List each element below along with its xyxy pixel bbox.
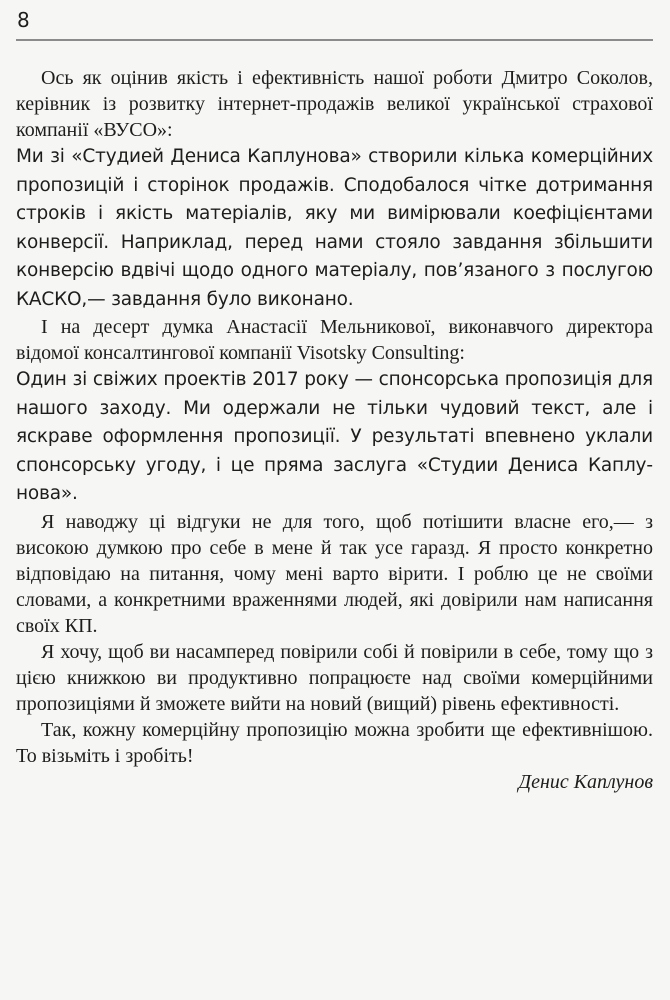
paragraph-author-credibility: Я наводжу ці відгуки не для того, щоб потішити власне его,— з високою думкою про себе в мене й так усе гаразд. Я просто конкретно відповідаю на питання, чому мені варто вірити. І роблю це не своїми словами, а конкретними враженнями людей, які довірили нам написання своїх КП. [16,510,653,637]
page-header [16,6,653,41]
paragraph-intro-melnikova: І на десерт думка Анастасії Мельникової, виконавчого директора відомої консалтингової компанії Visotsky Consulting: [16,316,653,364]
paragraph-intro-sokolov: Ось як оцінив якість і ефективність нашої роботи Дмитро Соколов, керівник із розвитку інтернет-продажів великої української страхової компанії «ВУСО»: [16,67,653,141]
author-signature: Денис Каплунов [518,770,653,793]
testimonial-visotsky: Один зі свіжих проектів 2017 року — спонсорська пропозиція для нашого заходу. Ми одержали не тільки чудовий текст, але і яскраве оформлення пропозиції. У результаті впевнено уклали спонсорську угоду, і це пряма заслуга «Студии Дениса Каплунова». [16,369,653,504]
paragraph-author-closing: Так, кожну комерційну пропозицію можна зробити ще ефективнішою. То візьміть і зробіть! [16,718,653,767]
paragraph-author-appeal: Я хочу, щоб ви насамперед повірили собі й повірили в себе, тому що з цією книжкою ви продуктивно попрацюєте над своїми комерційними пропозиціями й зможете вийти на новий (вищий) рівень ефективності. [16,640,653,715]
page-content [16,41,653,795]
testimonial-vuso: Ми зі «Студией Дениса Каплунова» створили кілька комерційних пропозицій і сторінок продажів. Сподобалося чітке дотримання строків і якість матеріалів, яку ми вимірювали коефіцієнтами конверсії. Наприклад, перед нами стояло завдання збільшити конверсію вдвічі щодо одного матеріалу, пов’язаного з послугою КАСКО,— завдання було виконано. [16,146,653,310]
page-number: 8 [17,8,30,32]
